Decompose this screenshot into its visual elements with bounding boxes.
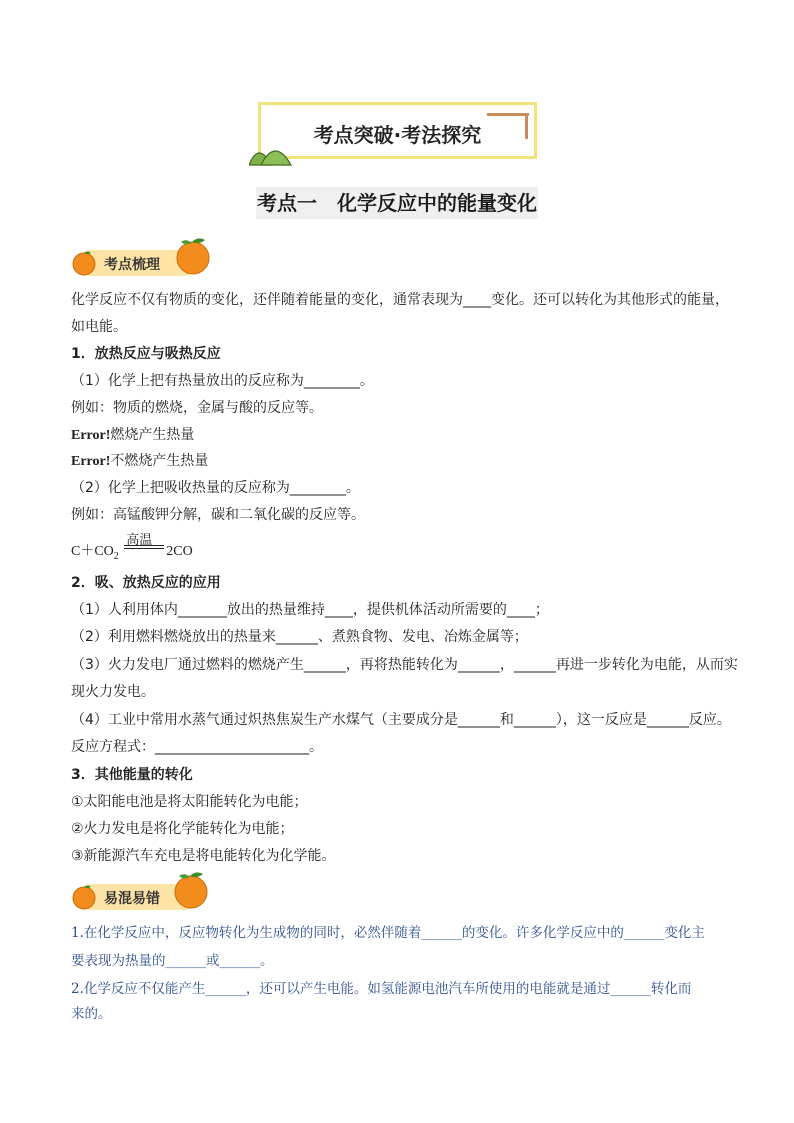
formula-subscript: 2 bbox=[113, 550, 119, 562]
intro-line-2: 如电能。 bbox=[71, 319, 127, 335]
orange-icon bbox=[70, 883, 98, 911]
chemical-equation bbox=[71, 533, 193, 562]
s1-line-2: 例如：物质的燃烧，金属与酸的反应等。 bbox=[71, 400, 323, 416]
s1-line-6: 例如：高锰酸钾分解，碳和二氧化碳的反应等。 bbox=[71, 507, 365, 523]
s2-line-3: （3）火力发电厂通过燃料的燃烧产生______，再将热能转化为______，______再进一步转化为电能，从而实 bbox=[71, 657, 738, 673]
error-label: Error! bbox=[71, 454, 111, 469]
s1-line-4 bbox=[71, 451, 208, 472]
error-label: Error! bbox=[71, 428, 111, 443]
banner-title: 考点突破·考法探究 bbox=[313, 123, 482, 147]
hills-icon bbox=[249, 137, 297, 167]
s3-line-1: ①太阳能电池是将太阳能转化为电能； bbox=[71, 794, 308, 810]
confuse-line-4: 来的。 bbox=[71, 1006, 112, 1022]
confuse-line-3: 2.化学反应不仅能产生______，还可以产生电能。如氢能源电池汽车所使用的电能就是通过______转化而 bbox=[71, 981, 692, 997]
s1-line-1: （1）化学上把有热量放出的反应称为________。 bbox=[71, 373, 374, 389]
orange-large-icon bbox=[174, 236, 212, 276]
banner-accent-line bbox=[487, 113, 529, 116]
s1-line-4-text: 不燃烧产生热量 bbox=[110, 453, 209, 469]
s2-line-2: （2）利用燃料燃烧放出的热量来______、煮熟食物、发电、冶炼金属等； bbox=[71, 629, 528, 645]
header-banner bbox=[258, 102, 537, 159]
s2-line-6: 反应方程式：______________________。 bbox=[71, 739, 323, 755]
s2-line-4: 现火力发电。 bbox=[71, 684, 155, 700]
s1-line-3 bbox=[71, 425, 194, 446]
s1-heading: 1．放热反应与吸热反应 bbox=[71, 346, 221, 362]
formula-right: 2CO bbox=[166, 544, 193, 559]
s2-line-5: （4）工业中常用水蒸气通过炽热焦炭生产水煤气（主要成分是______和______），这一反应是______反应。 bbox=[71, 712, 731, 728]
s3-line-3: ③新能源汽车充电是将电能转化为化学能。 bbox=[71, 848, 336, 864]
intro-line-1: 化学反应不仅有物质的变化，还伴随着能量的变化，通常表现为____变化。还可以转化为其他形式的能量， bbox=[71, 292, 729, 308]
s1-line-5: （2）化学上把吸收热量的反应称为________。 bbox=[71, 480, 360, 496]
s3-line-2: ②火力发电是将化学能转化为电能； bbox=[71, 821, 294, 837]
s2-heading: 2．吸、放热反应的应用 bbox=[71, 575, 221, 591]
tag-sort-label: 考点梳理 bbox=[104, 257, 160, 273]
orange-icon bbox=[70, 249, 98, 277]
section-title: 考点一 化学反应中的能量变化 bbox=[256, 187, 538, 219]
s3-heading: 3．其他能量的转化 bbox=[71, 767, 193, 783]
formula-left: C＋CO bbox=[71, 544, 114, 559]
s2-line-1: （1）人利用体内_______放出的热量维持____，提供机体活动所需要的____； bbox=[71, 602, 549, 618]
orange-large-icon bbox=[172, 870, 210, 910]
banner-accent-line-vertical bbox=[525, 113, 528, 139]
s1-line-3-text: 燃烧产生热量 bbox=[110, 427, 195, 443]
tag-confuse-label: 易混易错 bbox=[104, 891, 160, 907]
confuse-line-2: 要表现为热量的______或______。 bbox=[71, 953, 274, 969]
confuse-line-1: 1.在化学反应中，反应物转化为生成物的同时，必然伴随着______的变化。许多化学反应中的______变化主 bbox=[71, 925, 705, 941]
formula-condition: 高温 bbox=[126, 533, 153, 548]
